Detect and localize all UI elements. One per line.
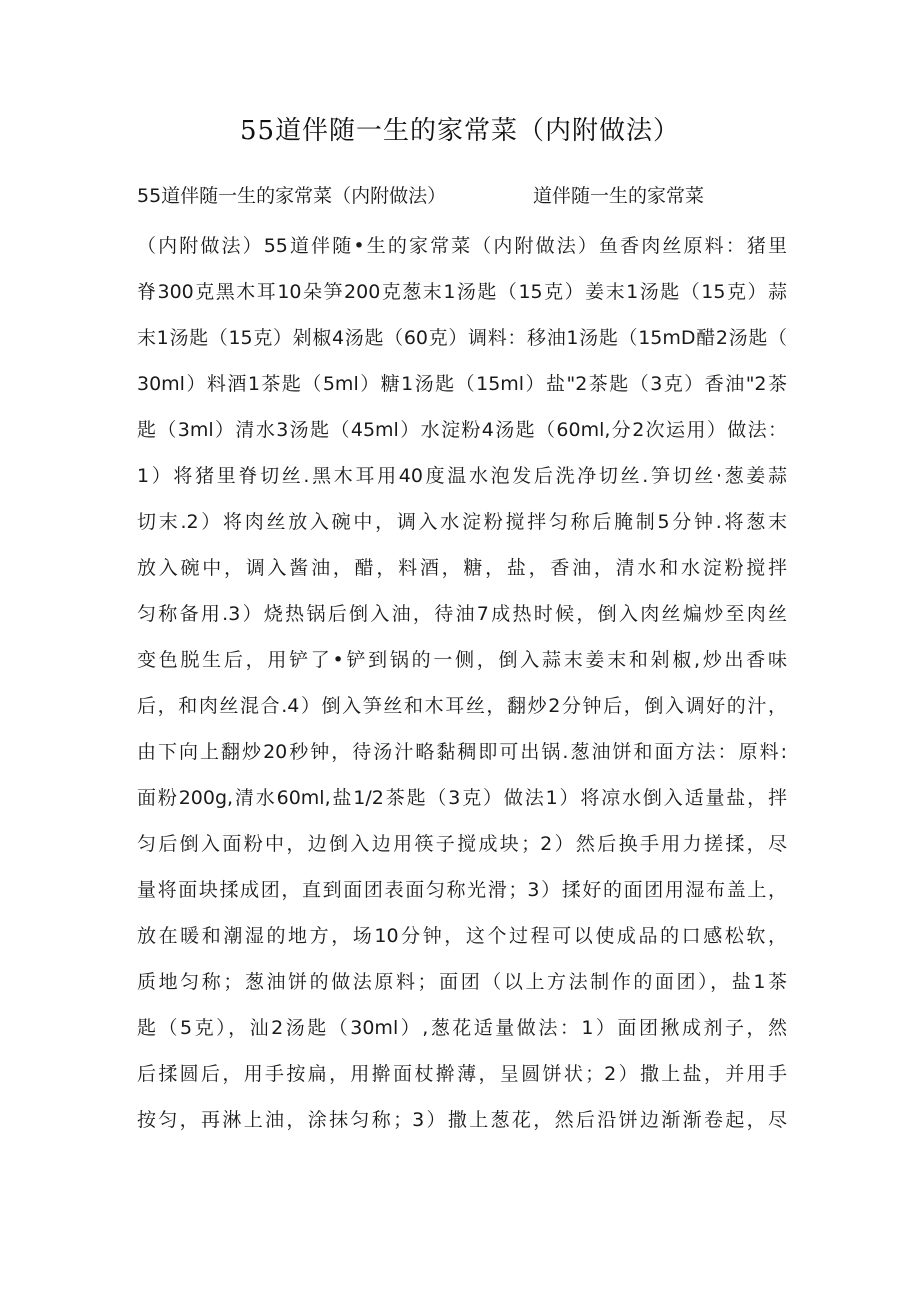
body-line: 后，和肉丝混合.4）倒入笋丝和木耳丝，翻炒2分钟后，倒入调好的汁，	[137, 695, 787, 717]
body-line: 放在暖和潮湿的地方，场10分钟，这个过程可以使成品的口感松软，	[137, 925, 787, 947]
body-line: 变色脱生后，用铲了•铲到锅的一侧，倒入蒜末姜末和剁椒,炒出香味	[137, 649, 787, 671]
body-line: 匙（3ml）清水3汤匙（45ml）水淀粉4汤匙（60ml,分2次运用）做法：	[137, 419, 787, 441]
body-line: 1）将猪里脊切丝.黑木耳用40度温水泡发后洗净切丝.笋切丝·葱姜蒜	[137, 465, 787, 487]
body-line: 切末.2）将肉丝放入碗中，调入水淀粉搅拌匀称后腌制5分钟.将葱末	[137, 511, 787, 533]
body-line: 由下向上翻炒20秒钟，待汤汁略黏稠即可出锅.葱油饼和面方法：原料:	[137, 741, 787, 763]
body-line: 匙（5克），汕2汤匙（30ml）,葱花适量做法：1）面团揪成剂子，然	[137, 1017, 787, 1039]
body-line: 量将面块揉成团，直到面团表面匀称光滑；3）揉好的面团用湿布盖上，	[137, 879, 787, 901]
body-line: 质地匀称；葱油饼的做法原料；面团（以上方法制作的面团），盐1茶	[137, 971, 787, 993]
body-line: 匀称备用.3）烧热锅后倒入油，待油7成热时候，倒入肉丝煸炒至肉丝	[137, 603, 787, 625]
body-line: 按匀，再淋上油，涂抹匀称；3）撒上葱花，然后沿饼边渐渐卷起，尽	[137, 1109, 787, 1131]
body-line: 放入碗中，调入酱油，醋，料酒，糖，盐，香油，清水和水淀粉搅拌	[137, 557, 787, 579]
body-line: 后揉圆后，用手按扁，用擀面杖擀薄，呈圆饼状；2）撒上盐，并用手	[137, 1063, 787, 1085]
body-line: 匀后倒入面粉中，边倒入边用筷子搅成块；2）然后换手用力搓揉，尽	[137, 833, 787, 855]
body-line: 面粉200g,清水60ml,盐1/2茶匙（3克）做法1）将凉水倒入适量盐，拌	[137, 787, 787, 809]
body-line: 末1汤匙（15克）剁椒4汤匙（60克）调料：移油1汤匙（15mD醋2汤匙（	[137, 327, 787, 349]
body-line: （内附做法）55道伴随•生的家常菜（内附做法）鱼香肉丝原料：猪里	[137, 235, 787, 257]
page-title: 55道伴随一生的家常菜（内附做法）	[239, 116, 681, 146]
intro-text-left: 55道伴随一生的家常菜（内附做法）	[137, 185, 447, 207]
intro-text-right: 道伴随一生的家常菜	[533, 185, 705, 207]
body-line: 脊300克黑木耳10朵笋200克葱末1汤匙（15克）姜末1汤匙（15克）蒜	[137, 281, 787, 303]
body-line: 30ml）料酒1茶匙（5ml）糖1汤匙（15ml）盐"2茶匙（3克）香油"2茶	[137, 373, 787, 395]
